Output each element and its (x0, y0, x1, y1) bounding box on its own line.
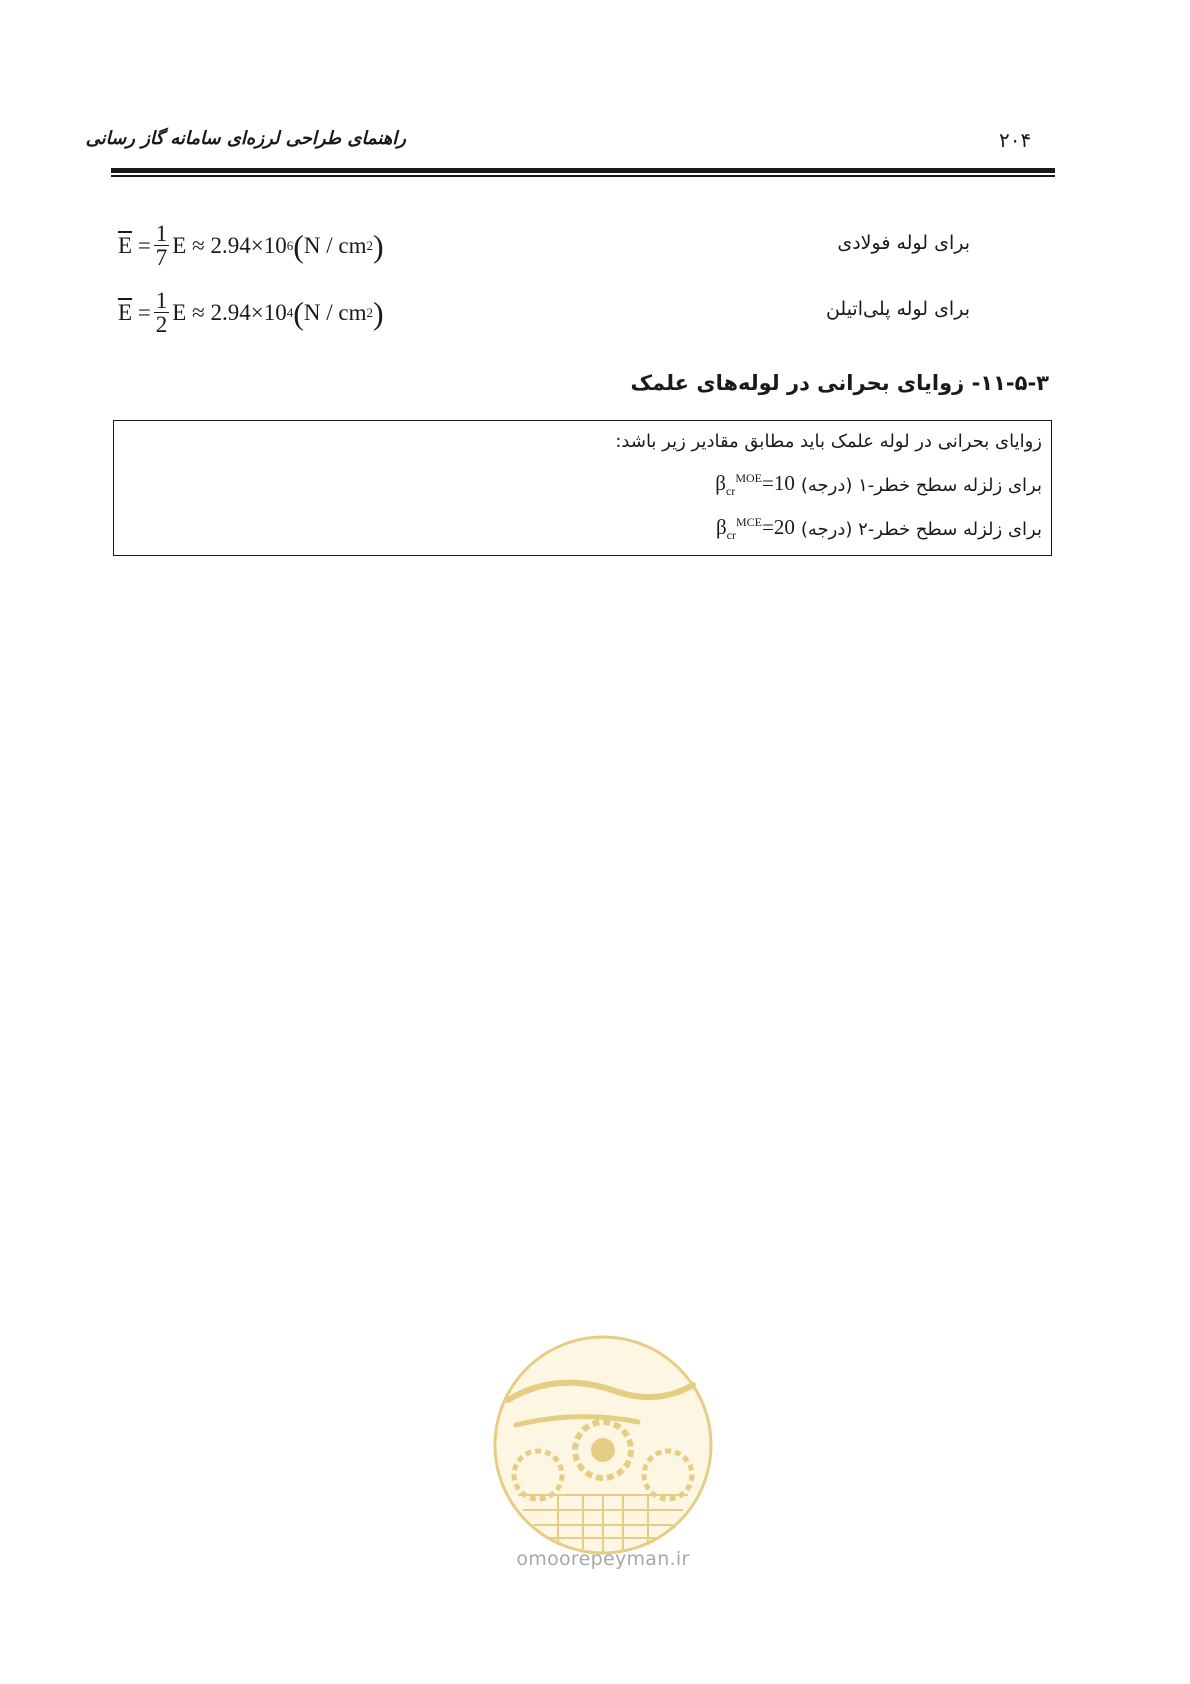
omoorepeyman-logo-icon (488, 1330, 718, 1575)
unit-exponent: 2 (366, 304, 373, 320)
header-rule-thin (111, 175, 1055, 177)
formula-lhs: $\overline{E}$ (118, 299, 133, 325)
paren-close: ) (372, 294, 384, 331)
formula-polyethylene (118, 289, 384, 336)
equals-sign: = (132, 299, 151, 325)
formula-exponent: 6 (286, 237, 294, 253)
formula-unit: N / cm (303, 299, 367, 325)
running-title: راهنمای طراحی لرزه‌ای سامانه گاز رسانی (85, 128, 406, 149)
formula-approx: E ≈ 2.94×10 (172, 299, 287, 325)
paren-close: ) (372, 227, 384, 264)
row-text: برای زلزله سطح خطر-۱ (درجه) (800, 474, 1042, 496)
fraction-denominator: 7 (155, 245, 168, 270)
fraction (154, 289, 170, 336)
unit-exponent: 2 (366, 237, 373, 253)
box-intro: زوایای بحرانی در لوله علمک باید مطابق مقادیر زیر باشد: (615, 431, 1042, 452)
formula-unit: N / cm (303, 232, 367, 258)
paren-open: ( (293, 294, 304, 331)
formula-exponent: 4 (286, 304, 294, 320)
formula-lhs: $\overline{E}$ (118, 232, 133, 258)
label-polyethylene-pipe: برای لوله پلی‌اتیلن (825, 298, 970, 320)
formula-approx: E ≈ 2.94×10 (172, 232, 287, 258)
formula-steel (118, 222, 384, 269)
critical-angle-symbol: $\beta_{cr}^{MCE}=20$ (715, 515, 795, 543)
label-steel-pipe: برای لوله فولادی (837, 232, 970, 254)
fraction-numerator: 1 (155, 288, 168, 313)
row-text: برای زلزله سطح خطر-۲ (درجه) (800, 518, 1042, 540)
paren-open: ( (293, 227, 304, 264)
box-row-mce (716, 515, 1042, 543)
watermark-site-text: omoorepeyman.ir (516, 1548, 690, 1570)
fraction (154, 222, 170, 269)
box-row-moe (715, 471, 1042, 499)
page-number: ۲۰۴ (999, 128, 1032, 152)
fraction-numerator: 1 (155, 221, 168, 246)
section-heading: ۱۱-۵-۳- زوایای بحرانی در لوله‌های علمک (630, 371, 1049, 395)
equals-sign: = (132, 232, 151, 258)
header-rule-thick (111, 168, 1055, 173)
critical-angle-symbol: $\beta_{cr}^{MOE}=10$ (715, 471, 795, 499)
fraction-denominator: 2 (155, 312, 168, 337)
requirement-box (113, 420, 1052, 556)
